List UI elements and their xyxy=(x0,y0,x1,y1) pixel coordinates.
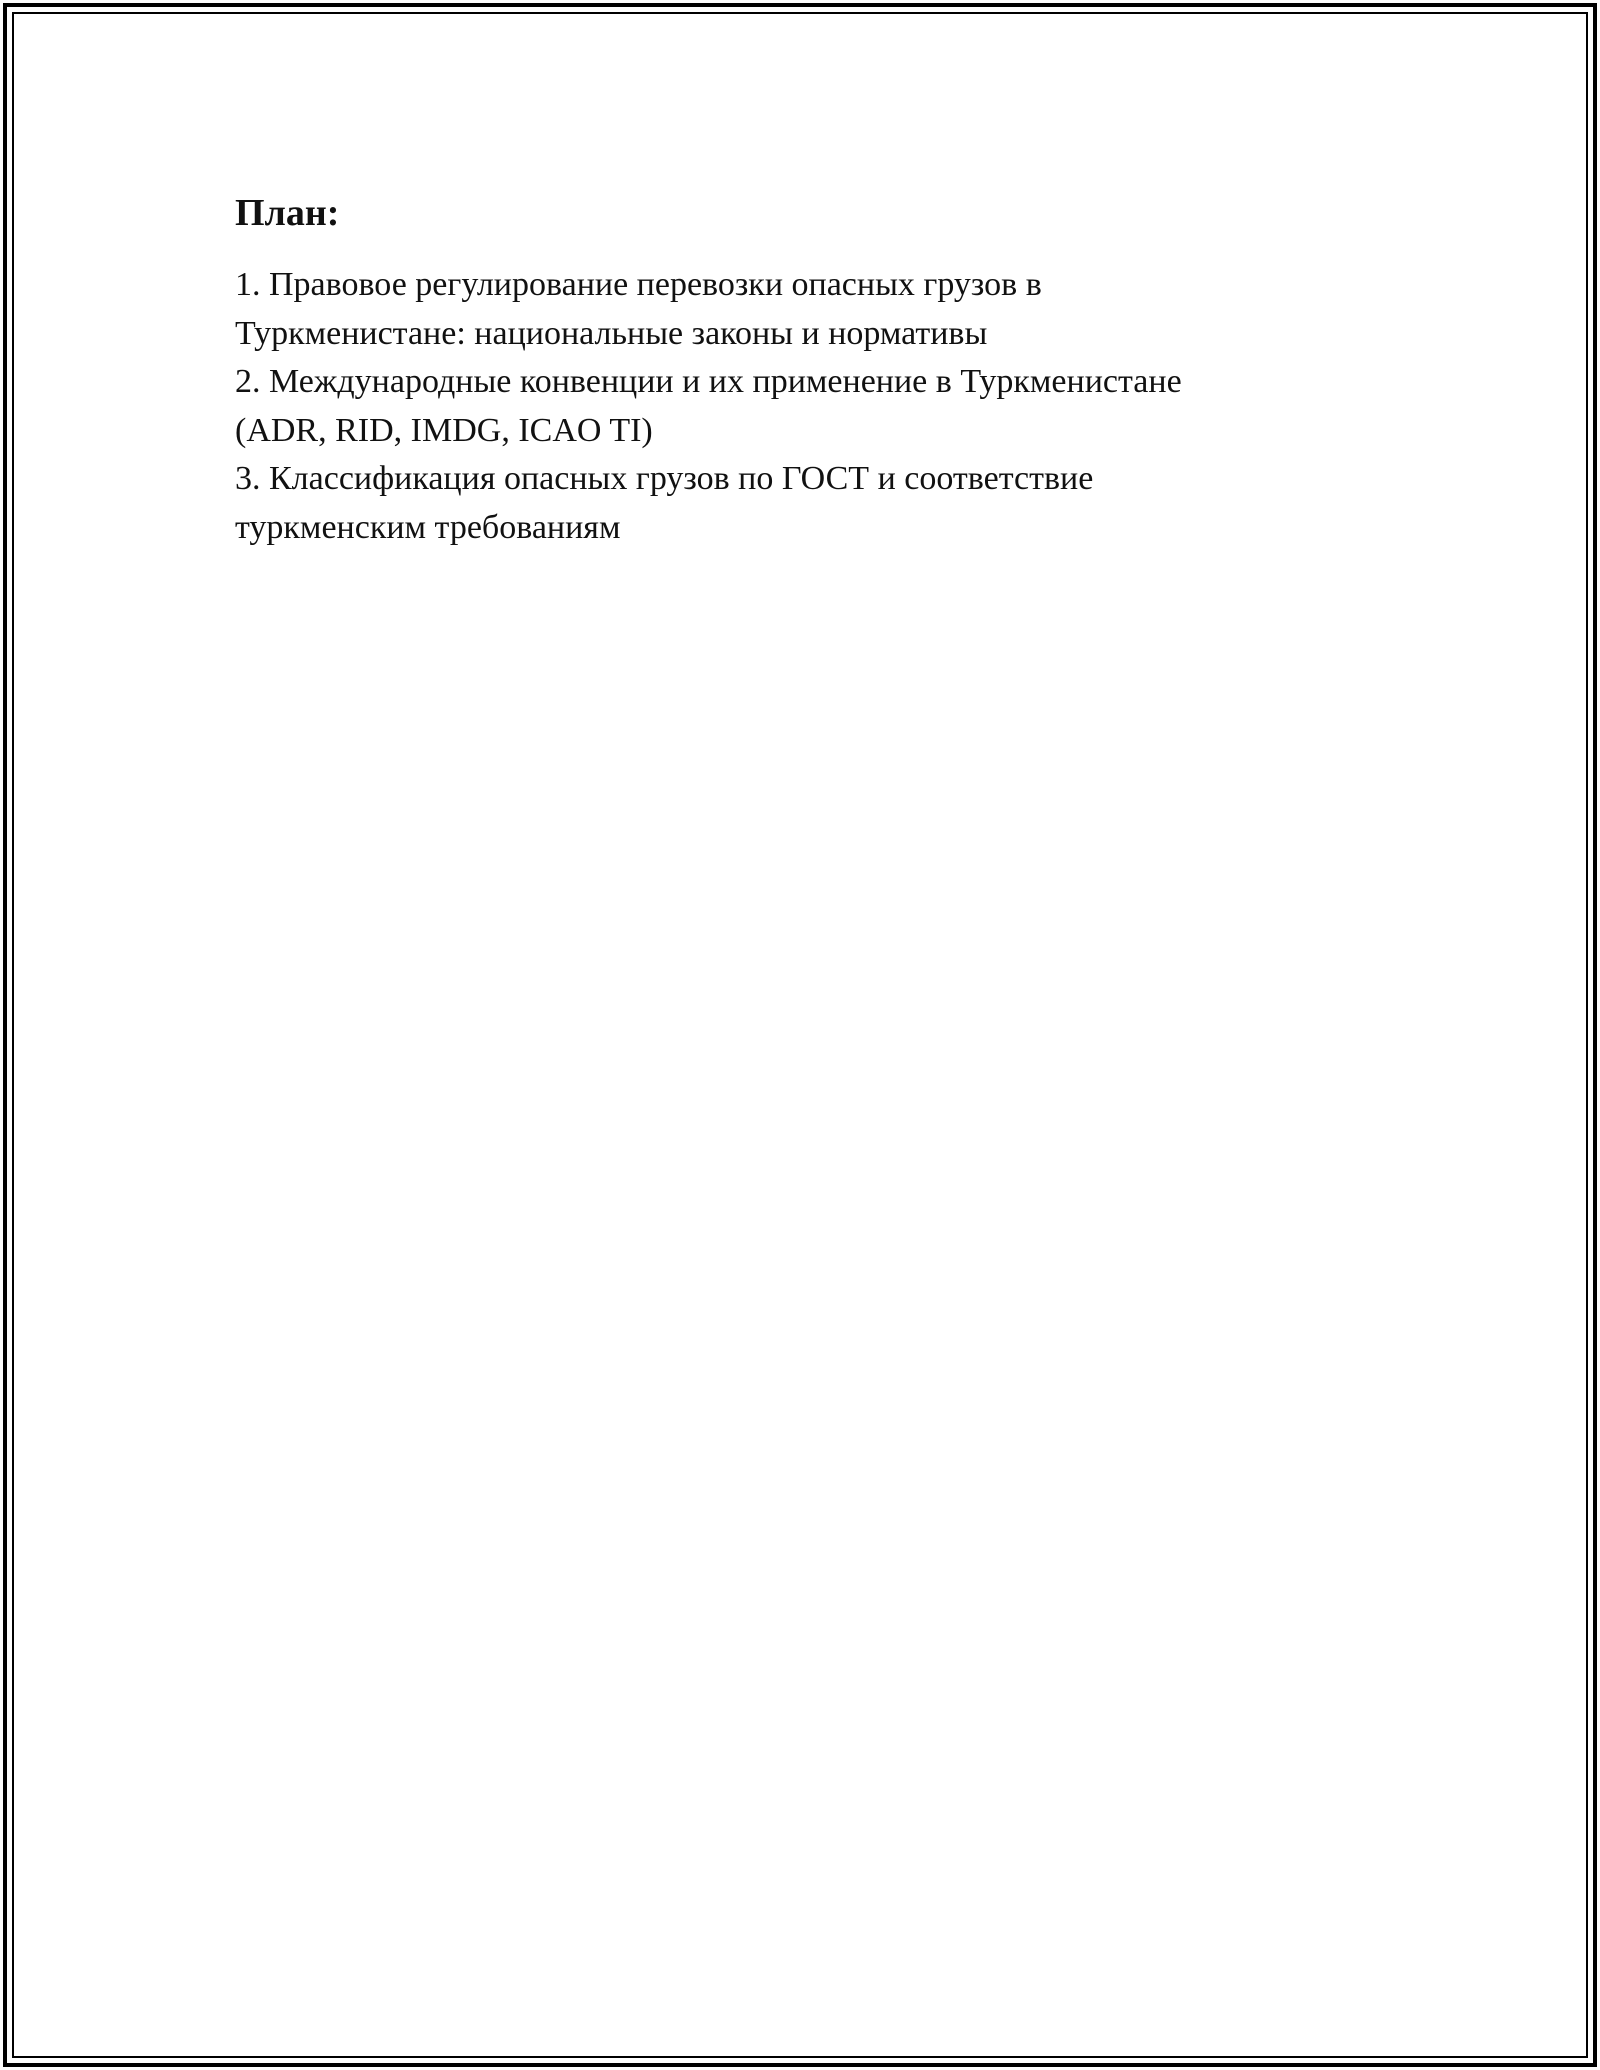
plan-item-1 xyxy=(235,261,1335,358)
plan-item-3-line-1: 3. Классификация опасных грузов по ГОСТ и соответствие xyxy=(235,460,1094,497)
plan-item-2-line-1: 2. Международные конвенции и их применение в Туркменистане xyxy=(235,363,1182,400)
plan-item-2 xyxy=(235,358,1335,455)
plan-item-3 xyxy=(235,455,1335,552)
plan-item-1-line-2: Туркменистане: национальные законы и нормативы xyxy=(235,314,988,352)
plan-item-1-line-1: 1. Правовое регулирование перевозки опасных грузов в xyxy=(235,266,1042,303)
plan-item-3-line-2: туркменским требованиям xyxy=(235,508,621,546)
page-content xyxy=(235,185,1335,552)
plan-title: План: xyxy=(235,192,340,234)
plan-list xyxy=(235,261,1335,552)
plan-item-2-line-2: (ADR, RID, IMDG, ICAO TI) xyxy=(235,411,653,449)
